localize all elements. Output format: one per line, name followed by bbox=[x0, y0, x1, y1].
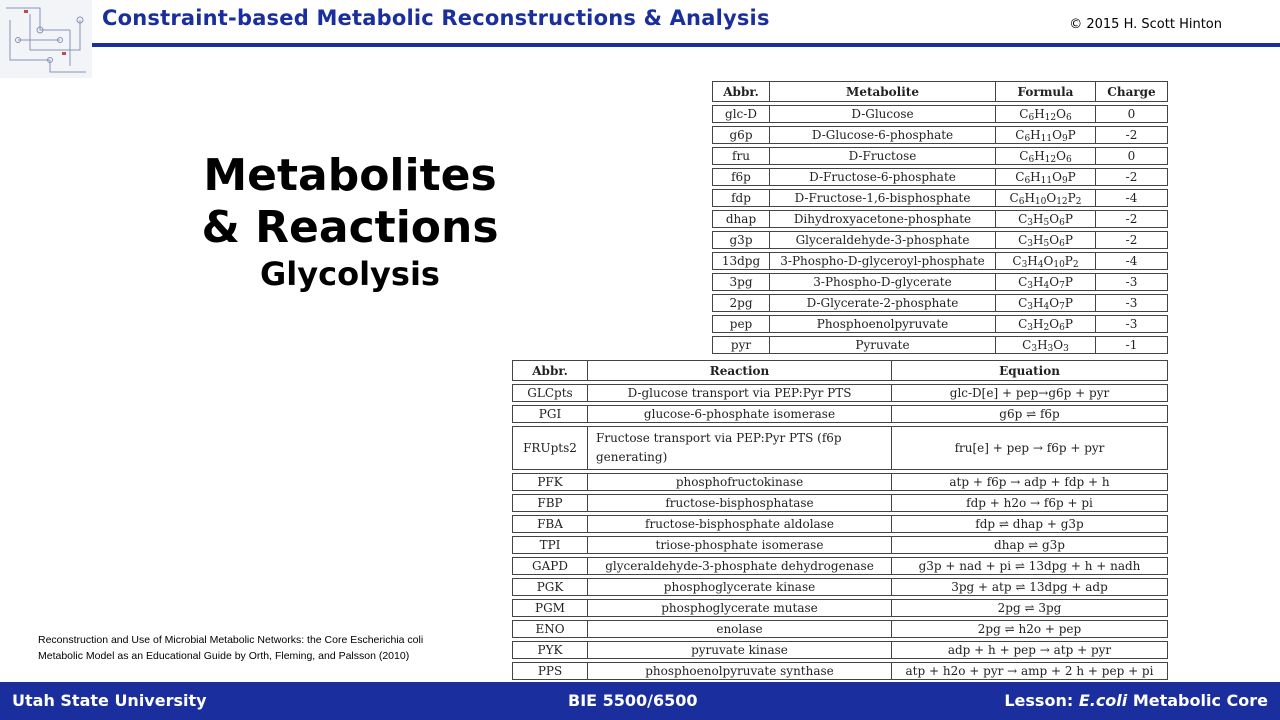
reaction-name: enolase bbox=[588, 620, 892, 638]
metabolite-row bbox=[712, 336, 1168, 354]
metabolite-formula: $C_6H_{12}O_6$ bbox=[996, 105, 1096, 123]
reaction-abbr: PGM bbox=[512, 599, 588, 617]
reaction-abbr: PGK bbox=[512, 578, 588, 596]
metabolite-row bbox=[712, 315, 1168, 333]
metabolite-abbr: 2pg bbox=[712, 294, 770, 312]
reaction-name: phosphoglycerate kinase bbox=[588, 578, 892, 596]
header-rule bbox=[92, 43, 1280, 47]
slide-title-line2: & Reactions bbox=[201, 202, 499, 253]
citation-line2: Metabolic Model as an Educational Guide by Orth, Fleming, and Palsson (2010) bbox=[38, 650, 410, 662]
metabolite-name: D-Fructose-1,6-bisphosphate bbox=[770, 189, 996, 207]
reaction-abbr: PPS bbox=[512, 662, 588, 680]
metabolite-row bbox=[712, 273, 1168, 291]
metabolite-charge: -3 bbox=[1096, 294, 1168, 312]
metabolite-row bbox=[712, 126, 1168, 144]
citation-line1: Reconstruction and Use of Microbial Metabolic Networks: the Core Escherichia coli bbox=[38, 634, 424, 646]
metabolite-name: D-Fructose-6-phosphate bbox=[770, 168, 996, 186]
slide-subtitle: Glycolysis bbox=[260, 255, 440, 293]
reaction-row bbox=[512, 620, 1168, 638]
reaction-name: fructose-bisphosphatase bbox=[588, 494, 892, 512]
reaction-abbr: PGI bbox=[512, 405, 588, 423]
reaction-row bbox=[512, 405, 1168, 423]
reaction-row bbox=[512, 473, 1168, 491]
reaction-abbr: TPI bbox=[512, 536, 588, 554]
metabolite-charge: -3 bbox=[1096, 273, 1168, 291]
col-header: Abbr. bbox=[712, 81, 770, 102]
footer-bar bbox=[0, 682, 1280, 720]
reaction-abbr: GAPD bbox=[512, 557, 588, 575]
metabolite-formula: $C_6H_{12}O_6$ bbox=[996, 147, 1096, 165]
reaction-name: phosphoenolpyruvate synthase bbox=[588, 662, 892, 680]
metabolite-row bbox=[712, 231, 1168, 249]
metabolite-name: D-Glycerate-2-phosphate bbox=[770, 294, 996, 312]
metabolite-formula: $C_3H_3O_3$ bbox=[996, 336, 1096, 354]
reaction-name: Fructose transport via PEP:Pyr PTS (f6p generating) bbox=[588, 426, 892, 470]
col-header: Reaction bbox=[588, 360, 892, 381]
metabolite-formula: $C_3H_4O_7P$ bbox=[996, 273, 1096, 291]
citation bbox=[38, 632, 423, 664]
metabolite-abbr: 13dpg bbox=[712, 252, 770, 270]
reaction-abbr: PYK bbox=[512, 641, 588, 659]
reaction-name: D-glucose transport via PEP:Pyr PTS bbox=[588, 384, 892, 402]
reaction-equation: dhap ⇌ g3p bbox=[892, 536, 1168, 554]
reaction-abbr: PFK bbox=[512, 473, 588, 491]
reaction-equation: 3pg + atp ⇌ 13dpg + adp bbox=[892, 578, 1168, 596]
reaction-row bbox=[512, 384, 1168, 402]
metabolite-charge: -4 bbox=[1096, 189, 1168, 207]
metabolite-formula: $C_6H_{11}O_9P$ bbox=[996, 126, 1096, 144]
reaction-row bbox=[512, 641, 1168, 659]
reaction-row bbox=[512, 494, 1168, 512]
col-header: Charge bbox=[1096, 81, 1168, 102]
metabolite-name: D-Glucose-6-phosphate bbox=[770, 126, 996, 144]
metabolite-name: Glyceraldehyde-3-phosphate bbox=[770, 231, 996, 249]
copyright-notice: © 2015 H. Scott Hinton bbox=[1069, 17, 1222, 32]
reaction-abbr: FRUpts2 bbox=[512, 426, 588, 470]
metabolite-abbr: 3pg bbox=[712, 273, 770, 291]
metabolite-row bbox=[712, 189, 1168, 207]
metabolite-charge: -1 bbox=[1096, 336, 1168, 354]
reaction-name: triose-phosphate isomerase bbox=[588, 536, 892, 554]
col-header: Metabolite bbox=[770, 81, 996, 102]
reaction-row bbox=[512, 662, 1168, 680]
footer-lesson-suffix: Metabolic Core bbox=[1127, 691, 1268, 710]
metabolite-abbr: pep bbox=[712, 315, 770, 333]
metabolite-formula: $C_3H_4O_{10}P_2$ bbox=[996, 252, 1096, 270]
footer-university: Utah State University bbox=[12, 691, 207, 710]
reaction-equation: fdp + h2o → f6p + pi bbox=[892, 494, 1168, 512]
reaction-abbr: FBP bbox=[512, 494, 588, 512]
metabolite-abbr: f6p bbox=[712, 168, 770, 186]
metabolite-formula: $C_6H_{10}O_{12}P_2$ bbox=[996, 189, 1096, 207]
reaction-row bbox=[512, 599, 1168, 617]
metabolite-abbr: fdp bbox=[712, 189, 770, 207]
metabolite-name: 3-Phospho-D-glycerate bbox=[770, 273, 996, 291]
metabolite-charge: -2 bbox=[1096, 210, 1168, 228]
metabolite-abbr: fru bbox=[712, 147, 770, 165]
reaction-header-row bbox=[512, 360, 1168, 381]
reaction-equation: atp + h2o + pyr → amp + 2 h + pep + pi bbox=[892, 662, 1168, 680]
reaction-name: phosphofructokinase bbox=[588, 473, 892, 491]
metabolite-abbr: pyr bbox=[712, 336, 770, 354]
reaction-name: fructose-bisphosphate aldolase bbox=[588, 515, 892, 533]
metabolite-charge: -2 bbox=[1096, 231, 1168, 249]
reaction-name: glucose-6-phosphate isomerase bbox=[588, 405, 892, 423]
reaction-equation: fru[e] + pep → f6p + pyr bbox=[892, 426, 1168, 470]
footer-lesson bbox=[1004, 691, 1268, 710]
reaction-equation: glc-D[e] + pep→g6p + pyr bbox=[892, 384, 1168, 402]
reaction-abbr: ENO bbox=[512, 620, 588, 638]
metabolite-abbr: g3p bbox=[712, 231, 770, 249]
metabolite-name: D-Fructose bbox=[770, 147, 996, 165]
reaction-abbr: GLCpts bbox=[512, 384, 588, 402]
metabolite-charge: -2 bbox=[1096, 126, 1168, 144]
reaction-name: pyruvate kinase bbox=[588, 641, 892, 659]
metabolite-name: Dihydroxyacetone-phosphate bbox=[770, 210, 996, 228]
footer-lesson-organism: E.coli bbox=[1078, 691, 1128, 710]
reaction-equation: adp + h + pep → atp + pyr bbox=[892, 641, 1168, 659]
reaction-equation: g6p ⇌ f6p bbox=[892, 405, 1168, 423]
reaction-name: glyceraldehyde-3-phosphate dehydrogenase bbox=[588, 557, 892, 575]
slide-title-line1: Metabolites bbox=[203, 150, 497, 201]
metabolite-formula: $C_3H_5O_6P$ bbox=[996, 231, 1096, 249]
metabolite-header-row bbox=[712, 81, 1168, 102]
col-header: Formula bbox=[996, 81, 1096, 102]
metabolite-abbr: dhap bbox=[712, 210, 770, 228]
metabolite-row bbox=[712, 147, 1168, 165]
metabolite-row bbox=[712, 294, 1168, 312]
metabolite-name: Phosphoenolpyruvate bbox=[770, 315, 996, 333]
metabolite-abbr: glc-D bbox=[712, 105, 770, 123]
reaction-row bbox=[512, 557, 1168, 575]
metabolite-charge: -2 bbox=[1096, 168, 1168, 186]
reaction-equation: fdp ⇌ dhap + g3p bbox=[892, 515, 1168, 533]
course-header-title: Constraint-based Metabolic Reconstructions & Analysis bbox=[102, 6, 770, 30]
reaction-row bbox=[512, 426, 1168, 470]
reaction-equation: 2pg ⇌ 3pg bbox=[892, 599, 1168, 617]
reaction-row bbox=[512, 536, 1168, 554]
metabolite-name: 3-Phospho-D-glyceroyl-phosphate bbox=[770, 252, 996, 270]
metabolite-charge: 0 bbox=[1096, 147, 1168, 165]
reaction-abbr: FBA bbox=[512, 515, 588, 533]
reaction-equation: 2pg ⇌ h2o + pep bbox=[892, 620, 1168, 638]
metabolite-formula: $C_3H_2O_6P$ bbox=[996, 315, 1096, 333]
metabolite-charge: 0 bbox=[1096, 105, 1168, 123]
reaction-row bbox=[512, 515, 1168, 533]
metabolite-row bbox=[712, 168, 1168, 186]
reaction-name: phosphoglycerate mutase bbox=[588, 599, 892, 617]
metabolite-table bbox=[712, 78, 1168, 357]
metabolite-charge: -4 bbox=[1096, 252, 1168, 270]
metabolite-name: Pyruvate bbox=[770, 336, 996, 354]
metabolite-formula: $C_3H_5O_6P$ bbox=[996, 210, 1096, 228]
metabolic-map-logo-icon bbox=[0, 0, 92, 78]
metabolite-abbr: g6p bbox=[712, 126, 770, 144]
footer-lesson-prefix: Lesson: bbox=[1004, 691, 1079, 710]
metabolite-charge: -3 bbox=[1096, 315, 1168, 333]
metabolite-row bbox=[712, 210, 1168, 228]
metabolite-name: D-Glucose bbox=[770, 105, 996, 123]
reaction-equation: atp + f6p → adp + fdp + h bbox=[892, 473, 1168, 491]
reaction-equation: g3p + nad + pi ⇌ 13dpg + h + nadh bbox=[892, 557, 1168, 575]
col-header: Abbr. bbox=[512, 360, 588, 381]
col-header: Equation bbox=[892, 360, 1168, 381]
reaction-row bbox=[512, 578, 1168, 596]
metabolite-row bbox=[712, 252, 1168, 270]
metabolite-formula: $C_6H_{11}O_9P$ bbox=[996, 168, 1096, 186]
footer-course: BIE 5500/6500 bbox=[568, 691, 698, 710]
reaction-table bbox=[512, 357, 1168, 683]
metabolite-formula: $C_3H_4O_7P$ bbox=[996, 294, 1096, 312]
metabolite-row bbox=[712, 105, 1168, 123]
slide-title-block bbox=[200, 150, 500, 294]
